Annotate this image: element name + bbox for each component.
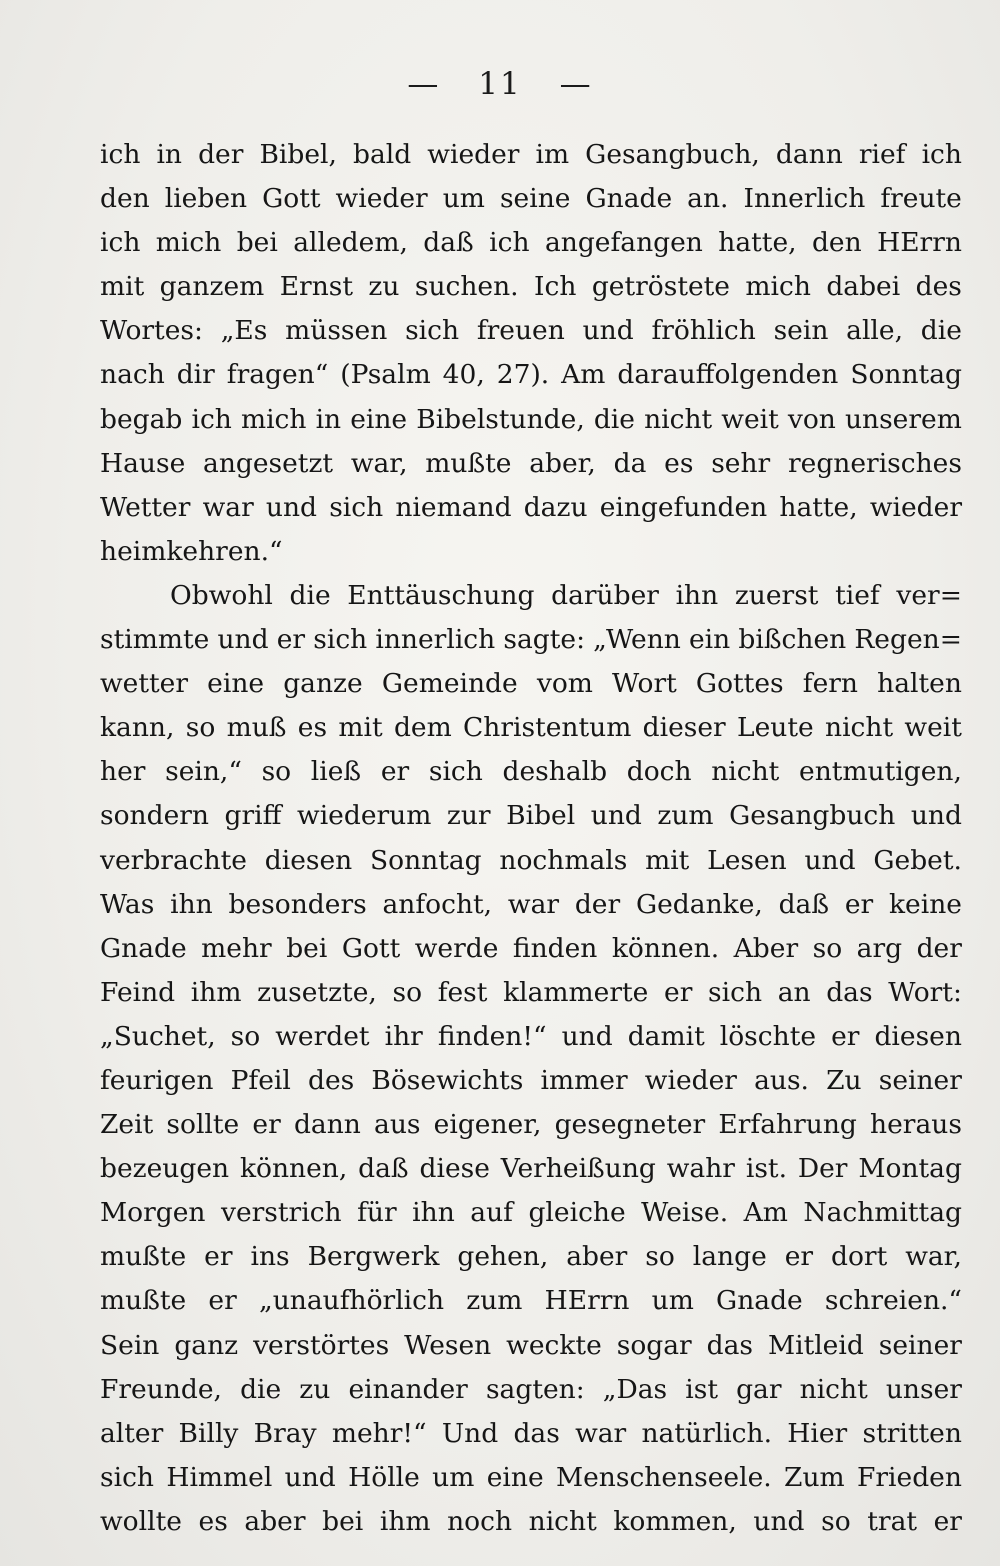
text-line: den lieben Gott wieder um seine Gnade an. Innerlich freute — [100, 183, 962, 215]
text-line: her sein,“ so ließ er sich deshalb doch nicht entmutigen, — [100, 756, 962, 788]
text-line: begab ich mich in eine Bibelstunde, die nicht weit von unserem — [100, 403, 962, 435]
page-number: 11 — [478, 66, 522, 102]
text-line: kann, so muß es mit dem Christentum dieser Leute nicht weit — [100, 712, 962, 744]
text-line: Wetter war und sich niemand dazu eingefunden hatte, wieder — [100, 491, 962, 523]
text-line: wetter eine ganze Gemeinde vom Wort Gottes fern halten — [100, 668, 962, 700]
text-line: Gnade mehr bei Gott werde finden können. Aber so arg der — [100, 932, 962, 964]
text-line: wollte es aber bei ihm noch nicht kommen, und so trat er — [100, 1505, 962, 1537]
text-line: feurigen Pfeil des Bösewichts immer wieder aus. Zu seiner — [100, 1064, 962, 1096]
text-line: alter Billy Bray mehr!“ Und das war natürlich. Hier stritten — [100, 1417, 962, 1449]
text-line: heimkehren.“ — [100, 535, 283, 567]
body-text — [100, 133, 962, 1544]
text-line: Freunde, die zu einander sagten: „Das ist gar nicht unser — [100, 1373, 962, 1405]
text-line: Wortes: „Es müssen sich freuen und fröhlich sein alle, die — [100, 315, 962, 347]
page-header — [0, 66, 1000, 102]
text-line: Sein ganz verstörtes Wesen weckte sogar das Mitleid seiner — [100, 1329, 962, 1361]
text-line: nach dir fragen“ (Psalm 40, 27). Am darauffolgenden Sonntag — [100, 359, 962, 391]
text-line: Was ihn besonders anfocht, war der Gedanke, daß er keine — [100, 888, 962, 920]
text-line: Hause angesetzt war, mußte aber, da es sehr regnerisches — [100, 447, 962, 479]
text-line: sich Himmel und Hölle um eine Menschenseele. Zum Frieden — [100, 1461, 962, 1493]
text-line: ich in der Bibel, bald wieder im Gesangbuch, dann rief ich — [100, 139, 962, 170]
text-line: mußte er „unaufhörlich zum HErrn um Gnade schreien.“ — [100, 1285, 962, 1317]
text-line: sondern griff wiederum zur Bibel und zum Gesangbuch und — [100, 800, 962, 832]
text-line: Feind ihm zusetzte, so fest klammerte er sich an das Wort: — [100, 976, 962, 1008]
text-line: mußte er ins Bergwerk gehen, aber so lange er dort war, — [100, 1241, 962, 1273]
text-line: verbrachte diesen Sonntag nochmals mit Lesen und Gebet. — [100, 844, 962, 876]
header-dash-right: — — [559, 66, 593, 102]
header-dash-left: — — [407, 66, 441, 102]
text-line: Zeit sollte er dann aus eigener, gesegneter Erfahrung heraus — [100, 1109, 962, 1141]
text-line: mit ganzem Ernst zu suchen. Ich getröstete mich dabei des — [100, 271, 962, 303]
text-line: stimmte und er sich innerlich sagte: „Wenn ein bißchen Regen= — [100, 624, 962, 656]
text-line: „Suchet, so werdet ihr finden!“ und damit löschte er diesen — [100, 1020, 962, 1052]
text-line: Morgen verstrich für ihn auf gleiche Weise. Am Nachmittag — [100, 1197, 962, 1229]
text-line: bezeugen können, daß diese Verheißung wahr ist. Der Montag — [100, 1153, 962, 1185]
text-line: Obwohl die Enttäuschung darüber ihn zuerst tief ver= — [170, 579, 962, 611]
text-line: ich mich bei alledem, daß ich angefangen hatte, den HErrn — [100, 227, 962, 259]
